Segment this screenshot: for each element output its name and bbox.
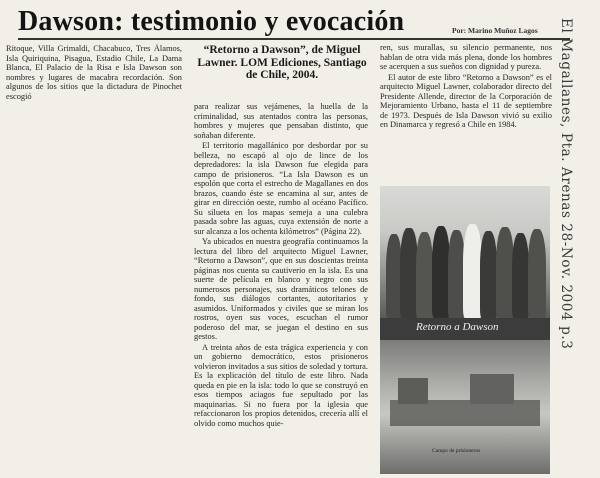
body-paragraph: Ya ubicados en nuestra geografía continuamos la lectura del libro del arquitecto Miguel Lawner, “Retorno a Dawson”, que en sus doscientas treinta páginas nos cuenta su cautiverio en la isla. Es una suerte de película en blanco y negro con sus numerosos personajes, sus dramáticos telones de fondo, sus diálogos cortantes, autoritarios y asumidos. Uniformados y civiles que se miran los rostros, oyen sus voces, escuchan el rumor poderoso del mar, se juegan el destino en sus gestos. — [194, 237, 368, 341]
middle-column — [194, 102, 368, 474]
intro-column — [6, 44, 182, 102]
cover-title: Retorno a Dawson — [416, 321, 499, 333]
body-paragraph: ren, sus murallas, su silencio permanente, nos hablan de otra vida más plena, donde los hombres se acerquen a sus sueños con dignidad y pureza. — [380, 43, 552, 71]
headline-rule — [18, 38, 570, 40]
byline: Por: Marino Muñoz Lagos — [452, 26, 538, 35]
body-paragraph: para realizar sus vejámenes, la huella de la criminalidad, sus atentados contra las personas, hombres y mujeres que pensaban distinto, que soñaban diferente. — [194, 102, 368, 140]
intro-paragraph: Ritoque, Villa Grimaldi, Chacabuco, Tres Álamos, Isla Quiriquina, Pisagua, Estadio Chile, La Dama Blanca, El Palacio de la Risa e Isla Dawson son nombres y lugares de macabra recordación. Son algunos de los sitios que la dictadura de Pinochet escogió — [6, 44, 182, 101]
photo-caption: Campo de prisioneros — [432, 448, 481, 454]
book-cover-photo — [380, 186, 550, 474]
body-paragraph: El autor de este libro “Retorno a Dawson” es el arquitecto Miguel Lawner, colaborador directo del Presidente Allende, director de la Corporación de Mejoramiento Urbano, hasta el 11 de septiembre de 1973. Después de Isla Dawson vivió su exilio en Dinamarca y regresó a Chile en 1984. — [380, 72, 552, 129]
group-photo — [380, 186, 550, 318]
handwritten-source-note: El Magallanes, Pta. Arenas 28-Nov. 2004 p.3 — [558, 18, 574, 350]
right-column — [380, 43, 552, 183]
book-title: “Retorno a Dawson”, de Miguel Lawner. LOM Ediciones, Santiago de Chile, 2004. — [197, 44, 367, 81]
headline: Dawson: testimonio y evocación — [18, 6, 405, 37]
body-paragraph: El territorio magallánico por desbordar por su belleza, no escapó al ojo de lince de los depredadores: la isla Dawson fue elegida para campo de prisioneros. “La Isla Dawson es un espolón que corta el estrecho de Magallanes en dos brazos, cuando éste se encamina al sur, antes de girar en dirección oeste, rumbo al océano Pacífico. Su silueta en los mapas semeja a una culebra pasada sobre las aguas, cuya extensión de norte a sur alcanza a los ochenta kilómetros” (Página 22). — [194, 141, 368, 236]
body-paragraph: A treinta años de esta trágica experiencia y con un gobierno democrático, estos prisioneros volvieron invitados a sus sitios de soledad y tortura. Es la explicación del título de este libro. Nada queda en pie en la isla: todo lo que se construyó en esos tiempos aciagos fue sepultado por las maquinarias. Si no fuera por la iglesia que refaccionaron los propios detenidos, crecería allí el olvido como muchos quie- — [194, 342, 368, 428]
